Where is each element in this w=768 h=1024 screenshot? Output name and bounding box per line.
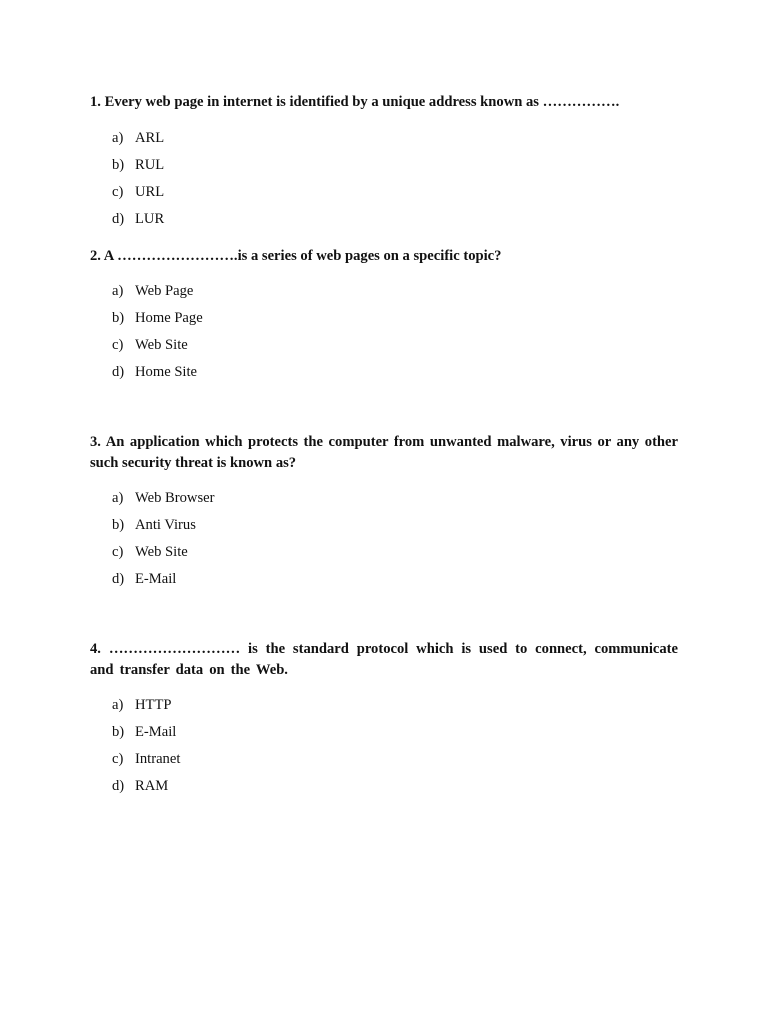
option-letter: b) [112,310,125,326]
option-label: Web Site [135,544,188,560]
option-label: E-Mail [135,571,177,587]
options-list [112,278,678,386]
option-a[interactable] [112,485,678,512]
question-number: 3. [90,434,101,450]
option-label: Web Site [135,337,188,353]
option-label: RUL [135,157,165,173]
option-d[interactable] [112,206,678,233]
question-4 [90,639,678,800]
option-letter: a) [112,283,124,299]
question-2 [90,246,678,386]
option-label: URL [135,184,165,200]
question-text [90,432,678,474]
option-letter: d) [112,571,125,587]
option-letter: a) [112,697,124,713]
question-body: ……………………… is the standard protocol which is used to connect, communicate and transfer data on the Web. [90,641,678,678]
option-letter: b) [112,157,125,173]
option-label: LUR [135,211,165,227]
option-label: Anti Virus [135,517,196,533]
question-text [90,246,678,267]
option-letter: c) [112,751,124,767]
option-c[interactable] [112,746,678,773]
option-letter: a) [112,490,124,506]
option-d[interactable] [112,773,678,800]
option-letter: c) [112,184,124,200]
option-b[interactable] [112,152,678,179]
option-label: E-Mail [135,724,177,740]
option-label: RAM [135,778,169,794]
option-label: HTTP [135,697,172,713]
question-number: 1. [90,94,101,110]
option-c[interactable] [112,179,678,206]
question-number: 2. [90,248,101,264]
option-b[interactable] [112,719,678,746]
options-list [112,485,678,593]
question-text [90,92,678,113]
option-label: Web Page [135,283,194,299]
option-a[interactable] [112,278,678,305]
option-label: ARL [135,130,165,146]
option-label: Web Browser [135,490,215,506]
option-d[interactable] [112,359,678,386]
option-b[interactable] [112,512,678,539]
option-letter: a) [112,130,124,146]
option-c[interactable] [112,539,678,566]
question-number: 4. [90,641,101,657]
option-b[interactable] [112,305,678,332]
option-letter: d) [112,364,125,380]
option-letter: b) [112,724,125,740]
option-d[interactable] [112,566,678,593]
question-body: A …………………….is a series of web pages on a specific topic? [103,248,502,264]
question-3 [90,432,678,593]
option-letter: b) [112,517,125,533]
question-1 [90,92,678,233]
question-body: Every web page in internet is identified by a unique address known as ……………. [104,94,620,110]
options-list [112,125,678,233]
question-body: An application which protects the computer from unwanted malware, virus or any other such security threat is known as? [90,434,679,471]
option-a[interactable] [112,125,678,152]
question-text [90,639,678,681]
options-list [112,692,678,800]
option-label: Home Site [135,364,198,380]
option-a[interactable] [112,692,678,719]
option-label: Intranet [135,751,181,767]
option-letter: d) [112,211,125,227]
option-letter: c) [112,544,124,560]
option-letter: d) [112,778,125,794]
option-letter: c) [112,337,124,353]
option-label: Home Page [135,310,203,326]
option-c[interactable] [112,332,678,359]
